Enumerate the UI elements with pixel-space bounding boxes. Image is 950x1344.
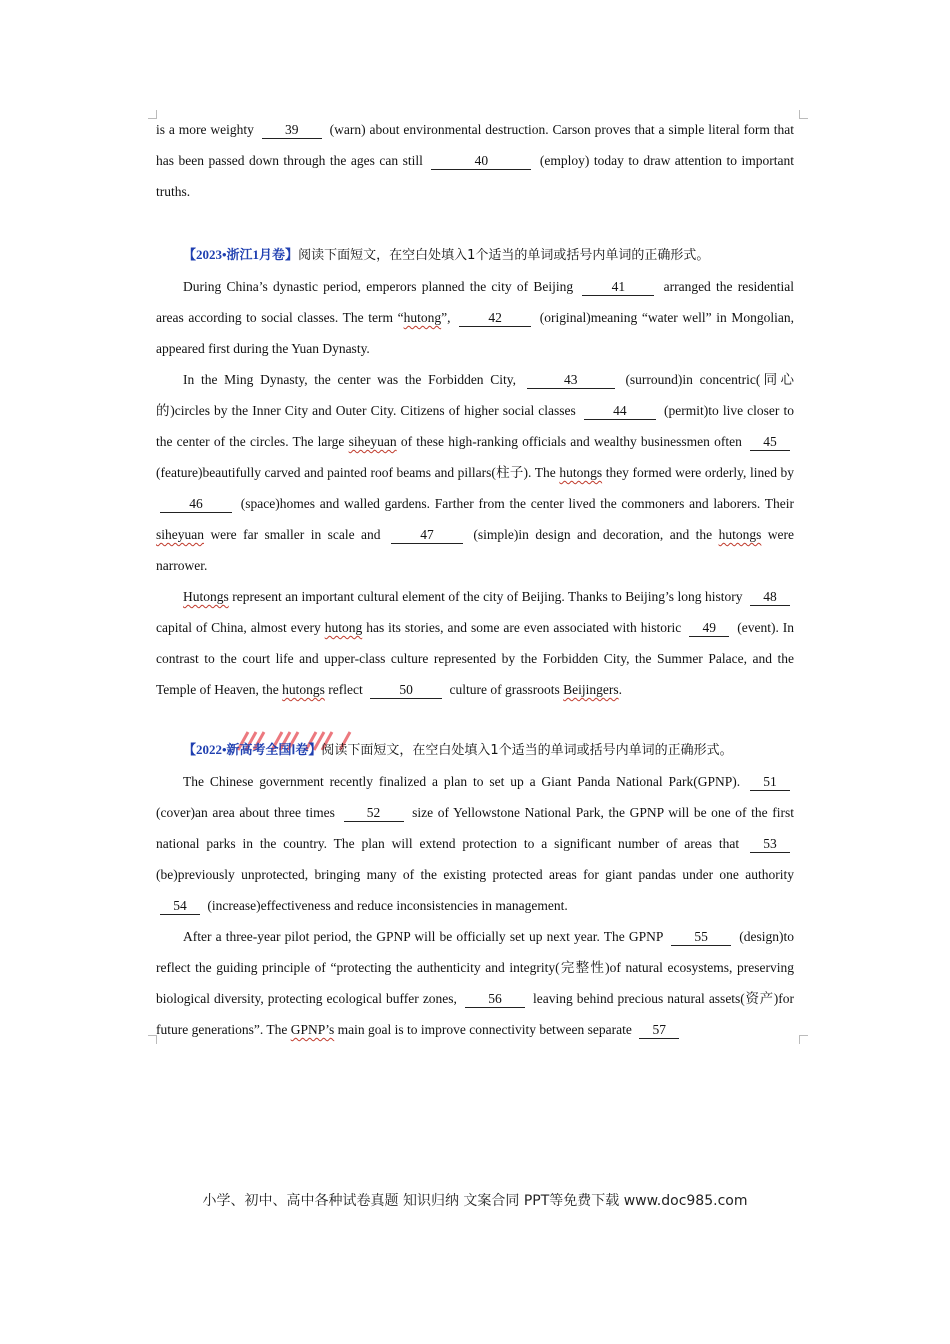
text: (employ) today to draw attention to bbox=[539, 153, 738, 168]
text: In the Ming Dynasty, the center was the Forbidden City, bbox=[183, 372, 517, 387]
answer-blank-51[interactable]: 51 bbox=[750, 773, 790, 791]
answer-blank-47[interactable]: 47 bbox=[391, 526, 463, 544]
answer-blank-44[interactable]: 44 bbox=[584, 402, 656, 420]
answer-blank-53[interactable]: 53 bbox=[750, 835, 790, 853]
flagged-word: hutongs bbox=[282, 682, 325, 697]
flagged-word: Beijingers bbox=[563, 682, 619, 697]
text: The Chinese government recently finalized a plan to set up a Giant Panda National Park(GPNP). bbox=[183, 774, 741, 789]
text: important truths. bbox=[156, 153, 795, 199]
text: culture of grassroots bbox=[449, 682, 560, 697]
text: leaving behind precious natural assets(资产)for future generations”. The bbox=[156, 991, 795, 1037]
paragraph bbox=[156, 364, 794, 581]
text: represent an important cultural element of the city of Beijing. Thanks to Beijing’s long history bbox=[232, 589, 743, 604]
answer-blank-40[interactable]: 40 bbox=[431, 152, 531, 170]
text: capital of China, almost every bbox=[156, 620, 321, 635]
answer-blank-57[interactable]: 57 bbox=[639, 1021, 679, 1039]
answer-blank-46[interactable]: 46 bbox=[160, 495, 232, 513]
flagged-word: siheyuan bbox=[156, 527, 204, 542]
text: ”, bbox=[441, 310, 451, 325]
answer-blank-54[interactable]: 54 bbox=[160, 897, 200, 915]
text: (increase)effectiveness and reduce inconsistencies in management. bbox=[207, 898, 568, 913]
flagged-word: siheyuan bbox=[348, 434, 397, 449]
text: that has been passed down through the ages can still bbox=[156, 122, 795, 168]
text: arranged the residential areas according to social classes. The term “ bbox=[156, 279, 794, 325]
answer-blank-41[interactable]: 41 bbox=[582, 278, 654, 296]
crop-mark bbox=[799, 110, 808, 119]
paragraph bbox=[156, 766, 794, 921]
text: After a three-year pilot period, the GPNP will be officially set up next year. The GPNP bbox=[183, 929, 663, 944]
passage-2023-zhejiang bbox=[156, 239, 794, 705]
instruction: 阅读下面短文，在空白处填入1个适当的单词或括号内单词的正确形式。 bbox=[321, 743, 733, 758]
paragraph bbox=[156, 271, 794, 364]
text: (space)homes and walled gardens. Farther from the center lived the commoners and laborers. Their bbox=[240, 496, 794, 511]
exam-source: 【2023•浙江1月卷】 bbox=[183, 247, 299, 262]
text: (permit)to live closer to the center of the circles. The large bbox=[156, 403, 795, 449]
text: (simple)in design and decoration, and the bbox=[473, 527, 713, 542]
text: were far smaller in scale and bbox=[210, 527, 381, 542]
answer-blank-56[interactable]: 56 bbox=[465, 990, 525, 1008]
text: were narrower. bbox=[156, 527, 795, 573]
text: (surround)in concentric(同心的)circles by the Inner City and Outer City. Citizens of higher social classes bbox=[156, 372, 794, 418]
text: main goal is to improve connectivity between separate bbox=[337, 1022, 632, 1037]
answer-blank-45[interactable]: 45 bbox=[750, 433, 790, 451]
text: of these high-ranking officials and wealthy businessmen often bbox=[400, 434, 742, 449]
text: they formed were orderly, lined by bbox=[605, 465, 795, 480]
paragraph bbox=[156, 921, 794, 1045]
text: size of Yellowstone National Park, the GPNP will be one of the first national parks in the country. The plan will extend protection to a significant number of areas that bbox=[156, 805, 795, 851]
flagged-word: hutong bbox=[403, 310, 442, 325]
text: . bbox=[618, 682, 622, 697]
text: (feature)beautifully carved and painted roof beams and pillars(柱子). The bbox=[156, 465, 556, 480]
text: (cover)an area about three times bbox=[156, 805, 335, 820]
text: reflect bbox=[328, 682, 363, 697]
text: (be)previously unprotected, bringing many of the existing protected areas for giant pandas under one authority bbox=[156, 867, 794, 882]
answer-blank-50[interactable]: 50 bbox=[370, 681, 442, 699]
text: is a more weighty bbox=[156, 122, 254, 137]
passage-continuation bbox=[156, 114, 794, 207]
document-page bbox=[148, 106, 808, 1044]
flagged-word: Hutongs bbox=[183, 589, 229, 604]
flagged-word: hutongs bbox=[559, 465, 603, 480]
flagged-word: hutong bbox=[324, 620, 363, 635]
instruction: 阅读下面短文，在空白处填入1个适当的单词或括号内单词的正确形式。 bbox=[298, 248, 710, 263]
paragraph bbox=[156, 581, 794, 705]
text: (original)meaning “water well” in Mongolian, appeared first during the Yuan Dynasty. bbox=[156, 310, 795, 356]
text: (event). In contrast to the court life and upper-class culture represented by the Forbidden City, the Summer Palace, and the Temple of Heaven, the bbox=[156, 620, 795, 697]
answer-blank-43[interactable]: 43 bbox=[527, 371, 615, 389]
section-heading bbox=[156, 239, 794, 271]
text: (warn) about environmental destruction. Carson proves that a simple literal form bbox=[329, 122, 770, 137]
text: (design)to reflect the guiding principle of “protecting the authenticity and integrity(完整性)of natural ecosystems, preserving biological diversity, protecting ecological buffer zones, bbox=[156, 929, 795, 1006]
section-heading bbox=[156, 734, 794, 766]
page-footer: 小学、初中、高中各种试卷真题 知识归纳 文案合同 PPT等免费下载 www.doc985.com bbox=[202, 1193, 748, 1209]
exam-source: 【2022•新高考全国Ⅰ卷】 bbox=[183, 742, 322, 757]
passage-2022-national bbox=[156, 734, 794, 1045]
answer-blank-49[interactable]: 49 bbox=[689, 619, 729, 637]
answer-blank-48[interactable]: 48 bbox=[750, 588, 790, 606]
crop-mark bbox=[799, 1035, 808, 1044]
text: During China’s dynastic period, emperors planned the city of Beijing bbox=[183, 279, 574, 294]
answer-blank-55[interactable]: 55 bbox=[671, 928, 731, 946]
answer-blank-42[interactable]: 42 bbox=[459, 309, 531, 327]
flagged-word: hutongs bbox=[718, 527, 762, 542]
flagged-word: GPNP’s bbox=[290, 1022, 335, 1037]
answer-blank-52[interactable]: 52 bbox=[344, 804, 404, 822]
text: has its stories, and some are even associated with historic bbox=[366, 620, 682, 635]
answer-blank-39[interactable]: 39 bbox=[262, 121, 322, 139]
